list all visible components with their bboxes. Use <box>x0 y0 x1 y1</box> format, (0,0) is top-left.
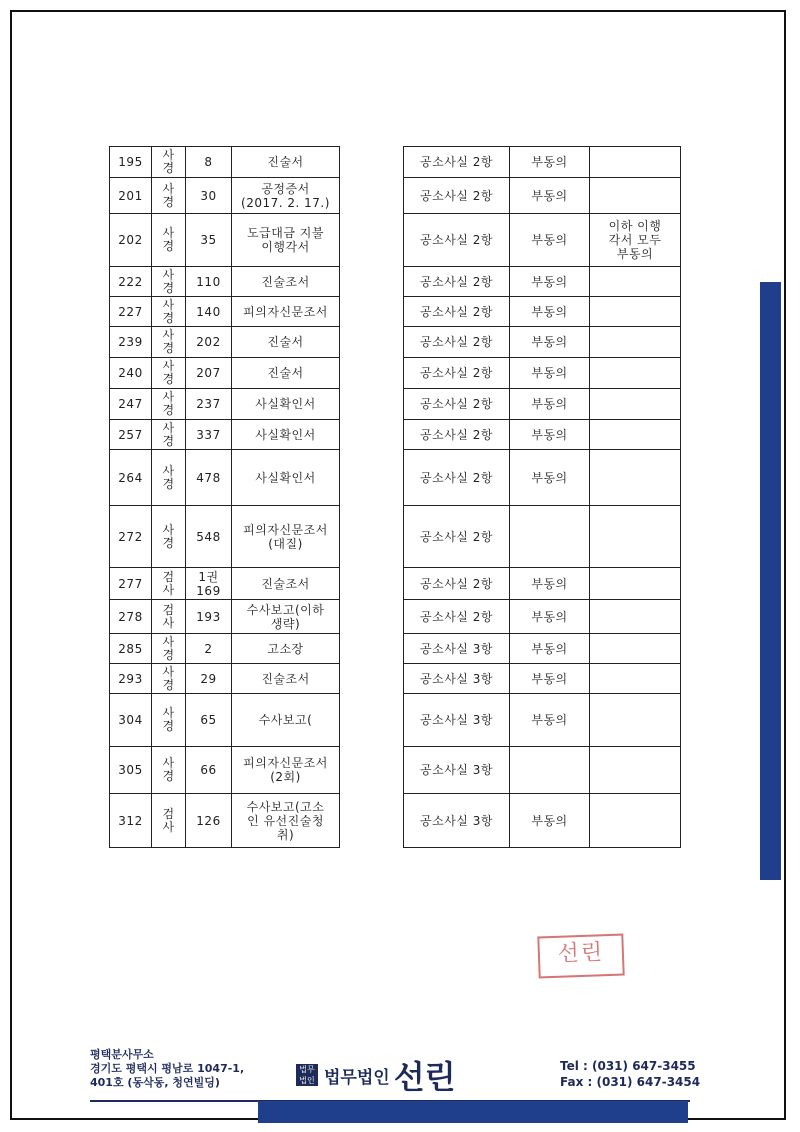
cell-no: 195 <box>110 147 152 178</box>
cell-kind: 검 사 <box>152 568 186 600</box>
cell-blank <box>340 694 404 747</box>
cell-opinion: 부동의 <box>510 214 590 267</box>
cell-title: 수사보고(고소 인 유선진술청 취) <box>232 794 340 848</box>
cell-opinion: 부동의 <box>510 297 590 327</box>
cell-page: 110 <box>186 267 232 297</box>
cell-basis: 공소사실 2항 <box>404 297 510 327</box>
cell-no: 312 <box>110 794 152 848</box>
cell-note <box>590 794 681 848</box>
cell-blank <box>340 794 404 848</box>
cell-basis: 공소사실 3항 <box>404 664 510 694</box>
cell-note <box>590 420 681 450</box>
cell-blank <box>340 267 404 297</box>
cell-kind: 사 경 <box>152 297 186 327</box>
cell-no: 264 <box>110 450 152 506</box>
cell-title: 수사보고(이하 생략) <box>232 600 340 634</box>
cell-no: 285 <box>110 634 152 664</box>
cell-page: 2 <box>186 634 232 664</box>
cell-blank <box>340 178 404 214</box>
footer-accent-bar <box>258 1101 688 1123</box>
table-row <box>110 214 681 267</box>
cell-blank <box>340 297 404 327</box>
cell-opinion: 부동의 <box>510 147 590 178</box>
cell-title: 고소장 <box>232 634 340 664</box>
cell-opinion: 부동의 <box>510 600 590 634</box>
cell-page: 548 <box>186 506 232 568</box>
table-row <box>110 297 681 327</box>
cell-page: 66 <box>186 747 232 794</box>
cell-opinion: 부동의 <box>510 327 590 358</box>
cell-page: 140 <box>186 297 232 327</box>
cell-page: 30 <box>186 178 232 214</box>
cell-basis: 공소사실 2항 <box>404 389 510 420</box>
cell-basis: 공소사실 2항 <box>404 178 510 214</box>
logo-mark-icon: 법무 법인 <box>296 1064 318 1086</box>
cell-title: 피의자신문조서 <box>232 297 340 327</box>
cell-blank <box>340 327 404 358</box>
cell-blank <box>340 664 404 694</box>
cell-page: 29 <box>186 664 232 694</box>
cell-opinion: 부동의 <box>510 694 590 747</box>
table-row <box>110 389 681 420</box>
cell-opinion: 부동의 <box>510 634 590 664</box>
cell-basis: 공소사실 2항 <box>404 267 510 297</box>
cell-page: 126 <box>186 794 232 848</box>
cell-no: 201 <box>110 178 152 214</box>
cell-no: 278 <box>110 600 152 634</box>
cell-blank <box>340 420 404 450</box>
cell-basis: 공소사실 2항 <box>404 568 510 600</box>
table-row <box>110 358 681 389</box>
cell-opinion: 부동의 <box>510 178 590 214</box>
cell-note <box>590 506 681 568</box>
cell-note <box>590 694 681 747</box>
cell-opinion: 부동의 <box>510 664 590 694</box>
cell-kind: 검 사 <box>152 600 186 634</box>
evidence-table <box>109 146 681 848</box>
cell-note <box>590 178 681 214</box>
cell-opinion: 부동의 <box>510 267 590 297</box>
cell-kind: 사 경 <box>152 178 186 214</box>
cell-note <box>590 297 681 327</box>
cell-note <box>590 747 681 794</box>
table-row <box>110 147 681 178</box>
cell-basis: 공소사실 2항 <box>404 358 510 389</box>
cell-kind: 사 경 <box>152 267 186 297</box>
cell-opinion: 부동의 <box>510 389 590 420</box>
cell-page: 337 <box>186 420 232 450</box>
cell-no: 257 <box>110 420 152 450</box>
footer-address-block <box>90 1048 244 1090</box>
cell-no: 239 <box>110 327 152 358</box>
cell-opinion: 부동의 <box>510 358 590 389</box>
cell-note: 이하 이행 각서 모두 부동의 <box>590 214 681 267</box>
table-row <box>110 267 681 297</box>
cell-title: 진술조서 <box>232 664 340 694</box>
cell-title: 수사보고( <box>232 694 340 747</box>
cell-basis: 공소사실 3항 <box>404 694 510 747</box>
cell-blank <box>340 450 404 506</box>
cell-opinion: 부동의 <box>510 450 590 506</box>
cell-kind: 검 사 <box>152 794 186 848</box>
cell-no: 272 <box>110 506 152 568</box>
cell-blank <box>340 147 404 178</box>
cell-no: 240 <box>110 358 152 389</box>
cell-kind: 사 경 <box>152 327 186 358</box>
cell-basis: 공소사실 2항 <box>404 327 510 358</box>
cell-basis: 공소사실 2항 <box>404 600 510 634</box>
cell-page: 35 <box>186 214 232 267</box>
cell-kind: 사 경 <box>152 747 186 794</box>
cell-opinion <box>510 506 590 568</box>
cell-page: 65 <box>186 694 232 747</box>
cell-no: 227 <box>110 297 152 327</box>
cell-opinion <box>510 747 590 794</box>
cell-page: 478 <box>186 450 232 506</box>
cell-note <box>590 358 681 389</box>
cell-blank <box>340 747 404 794</box>
firm-logo <box>296 1052 456 1098</box>
cell-kind: 사 경 <box>152 450 186 506</box>
cell-page: 1권 169 <box>186 568 232 600</box>
firm-type: 법무법인 <box>324 1067 390 1088</box>
footer-contact <box>560 1058 700 1090</box>
tel-number: Tel : (031) 647-3455 <box>560 1059 696 1073</box>
cell-page: 8 <box>186 147 232 178</box>
cell-basis: 공소사실 2항 <box>404 506 510 568</box>
cell-no: 202 <box>110 214 152 267</box>
firm-seal-stamp: 선린 <box>537 934 624 979</box>
cell-kind: 사 경 <box>152 694 186 747</box>
cell-title: 진술서 <box>232 327 340 358</box>
cell-title: 사실확인서 <box>232 420 340 450</box>
cell-basis: 공소사실 2항 <box>404 147 510 178</box>
cell-blank <box>340 634 404 664</box>
cell-opinion: 부동의 <box>510 420 590 450</box>
table-row <box>110 664 681 694</box>
cell-page: 193 <box>186 600 232 634</box>
cell-page: 207 <box>186 358 232 389</box>
cell-title: 진술서 <box>232 147 340 178</box>
cell-title: 피의자신문조서 (2회) <box>232 747 340 794</box>
cell-kind: 사 경 <box>152 420 186 450</box>
firm-name: 선린 <box>393 1058 456 1096</box>
cell-blank <box>340 568 404 600</box>
address-line-2: 401호 (동삭동, 청연빌딩) <box>90 1076 220 1089</box>
cell-note <box>590 600 681 634</box>
table-row <box>110 178 681 214</box>
cell-blank <box>340 600 404 634</box>
table-row <box>110 747 681 794</box>
cell-basis: 공소사실 2항 <box>404 420 510 450</box>
cell-basis: 공소사실 3항 <box>404 747 510 794</box>
cell-no: 222 <box>110 267 152 297</box>
cell-kind: 사 경 <box>152 664 186 694</box>
cell-no: 247 <box>110 389 152 420</box>
cell-basis: 공소사실 3항 <box>404 634 510 664</box>
fax-number: Fax : (031) 647-3454 <box>560 1075 701 1089</box>
cell-blank <box>340 214 404 267</box>
table-row <box>110 600 681 634</box>
cell-page: 202 <box>186 327 232 358</box>
cell-title: 사실확인서 <box>232 389 340 420</box>
cell-title: 진술조서 <box>232 267 340 297</box>
cell-basis: 공소사실 3항 <box>404 794 510 848</box>
table-row <box>110 634 681 664</box>
cell-blank <box>340 358 404 389</box>
cell-page: 237 <box>186 389 232 420</box>
cell-note <box>590 450 681 506</box>
address-line-1: 경기도 평택시 평남로 1047-1, <box>90 1062 245 1075</box>
table-row <box>110 327 681 358</box>
cell-title: 도급대금 지불 이행각서 <box>232 214 340 267</box>
cell-note <box>590 267 681 297</box>
cell-title: 진술서 <box>232 358 340 389</box>
cell-note <box>590 664 681 694</box>
cell-note <box>590 147 681 178</box>
cell-kind: 사 경 <box>152 358 186 389</box>
cell-opinion: 부동의 <box>510 794 590 848</box>
cell-title: 진술조서 <box>232 568 340 600</box>
cell-basis: 공소사실 2항 <box>404 450 510 506</box>
cell-note <box>590 327 681 358</box>
table-row <box>110 420 681 450</box>
office-name: 평택분사무소 <box>90 1048 154 1061</box>
cell-kind: 사 경 <box>152 147 186 178</box>
cell-title: 피의자신문조서 (대질) <box>232 506 340 568</box>
cell-blank <box>340 389 404 420</box>
cell-note <box>590 634 681 664</box>
cell-note <box>590 568 681 600</box>
cell-blank <box>340 506 404 568</box>
table-row <box>110 794 681 848</box>
cell-kind: 사 경 <box>152 506 186 568</box>
table-row <box>110 450 681 506</box>
table-row <box>110 694 681 747</box>
cell-no: 304 <box>110 694 152 747</box>
cell-note <box>590 389 681 420</box>
side-accent-bar <box>760 282 781 880</box>
cell-no: 293 <box>110 664 152 694</box>
table-row <box>110 568 681 600</box>
cell-basis: 공소사실 2항 <box>404 214 510 267</box>
cell-kind: 사 경 <box>152 634 186 664</box>
table-row <box>110 506 681 568</box>
cell-title: 사실확인서 <box>232 450 340 506</box>
cell-kind: 사 경 <box>152 389 186 420</box>
cell-title: 공정증서 (2017. 2. 17.) <box>232 178 340 214</box>
cell-no: 277 <box>110 568 152 600</box>
cell-kind: 사 경 <box>152 214 186 267</box>
cell-no: 305 <box>110 747 152 794</box>
cell-opinion: 부동의 <box>510 568 590 600</box>
